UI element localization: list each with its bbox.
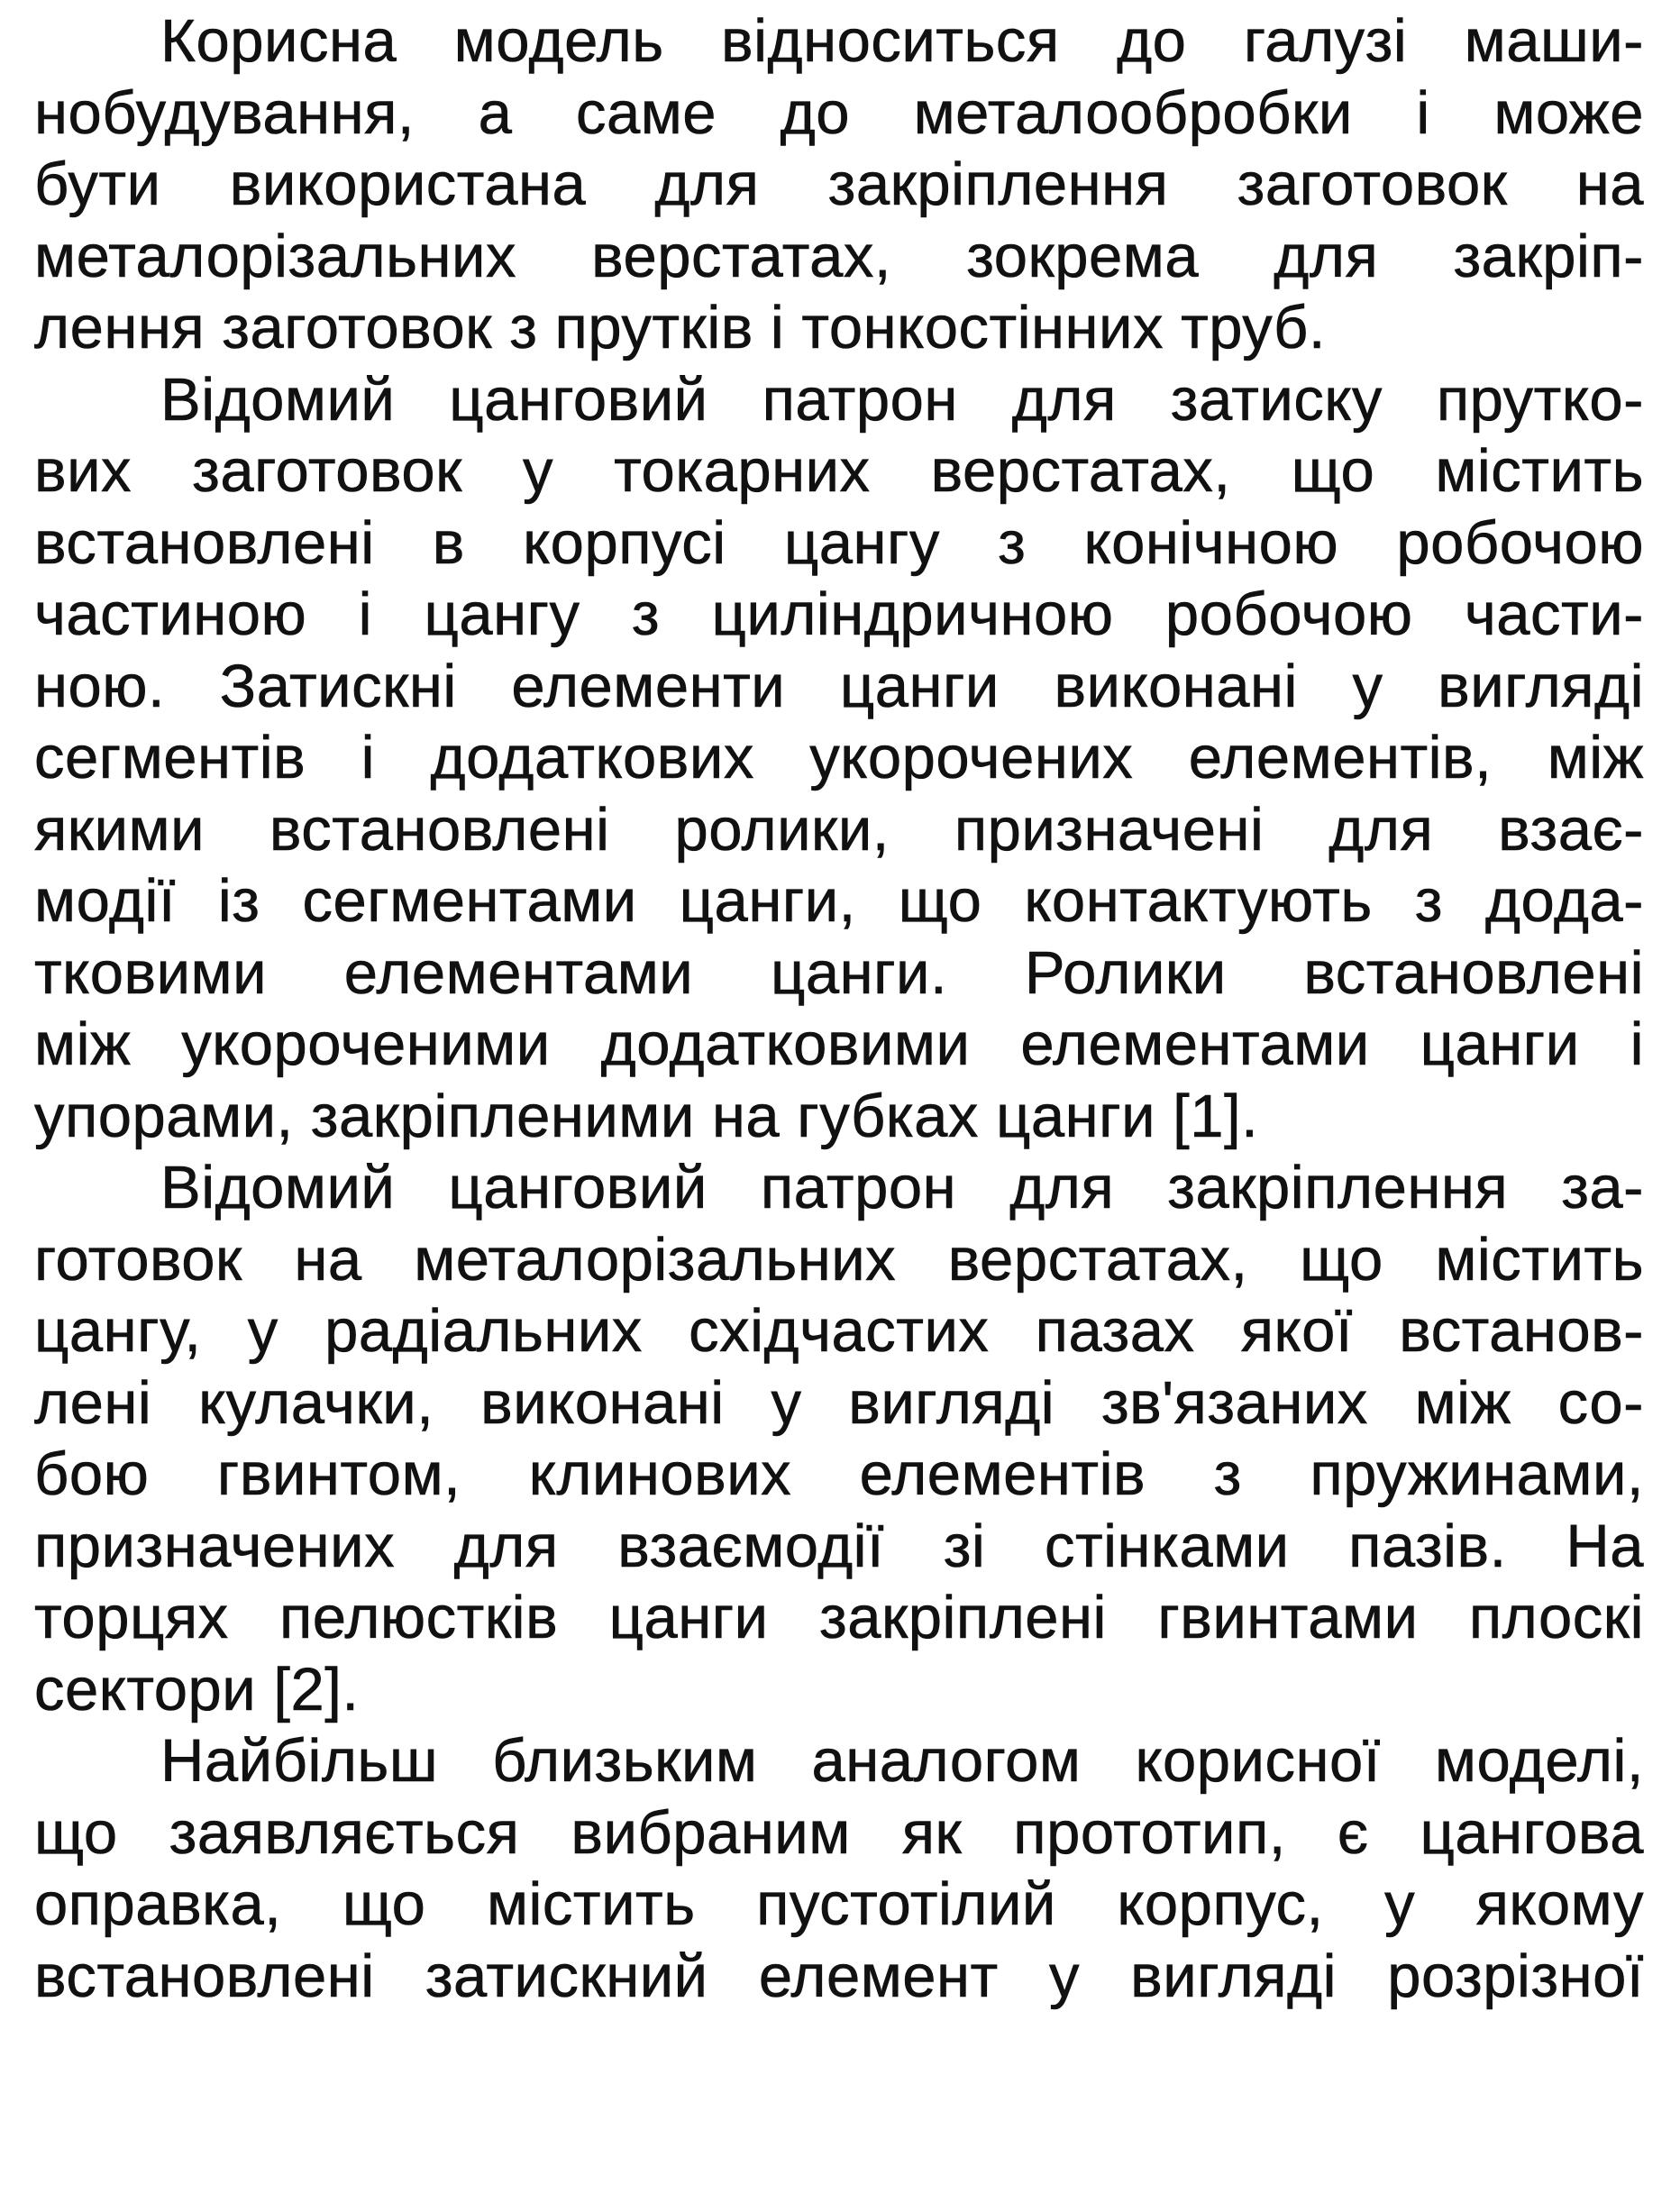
text-line: Відомий цанговий патрон для затиску прутко- bbox=[160, 365, 1644, 434]
text-line: металорізальних верстатах, зокрема для закріп- bbox=[34, 222, 1644, 290]
text-line: готовок на металорізальних верстатах, що містить bbox=[34, 1225, 1644, 1294]
text-line: бою гвинтом, клинових елементів з пружинами, bbox=[34, 1440, 1644, 1508]
text-line: що заявляється вибраним як прототип, є цангова bbox=[34, 1798, 1644, 1867]
text-line: упорами, закріпленими на губках цанги [1]. bbox=[34, 1082, 1259, 1150]
text-line: ною. Затискні елементи цанги виконані у вигляді bbox=[34, 652, 1644, 720]
text-line: тковими елементами цанги. Ролики встановлені bbox=[34, 938, 1644, 1007]
paragraph-4 bbox=[34, 1725, 1644, 2012]
text-line: нобудування, а саме до металообробки і може bbox=[34, 78, 1644, 147]
text-line: модії із сегментами цанги, що контактують з дода- bbox=[34, 867, 1644, 935]
paragraph-2 bbox=[34, 364, 1644, 1153]
text-line: сегментів і додаткових укорочених елементів, між bbox=[34, 724, 1644, 791]
text-line: Відомий цанговий патрон для закріплення за- bbox=[160, 1154, 1644, 1221]
text-line: якими встановлені ролики, призначені для взає- bbox=[34, 795, 1644, 864]
paragraph-3 bbox=[34, 1152, 1644, 1725]
text-line: сектори [2]. bbox=[34, 1655, 360, 1723]
text-line: встановлені затискний елемент у вигляді розрізної bbox=[34, 1942, 1644, 2010]
text-line: лення заготовок з прутків і тонкостінних труб. bbox=[34, 294, 1327, 361]
text-line: вих заготовок у токарних верстатах, що містить bbox=[34, 437, 1644, 505]
text-line: призначених для взаємодії зі стінками пазів. На bbox=[34, 1512, 1644, 1580]
document-page bbox=[34, 5, 1644, 2012]
paragraph-1 bbox=[34, 5, 1644, 364]
text-line: оправка, що містить пустотілий корпус, у якому bbox=[34, 1870, 1644, 1938]
text-line: лені кулачки, виконані у вигляді зв'язаних між со- bbox=[34, 1368, 1644, 1437]
text-line: встановлені в корпусі цангу з конічною робочою bbox=[34, 508, 1644, 577]
text-line: Корисна модель відноситься до галузі маши- bbox=[160, 7, 1644, 75]
text-line: цангу, у радіальних східчастих пазах якої встанов- bbox=[34, 1297, 1644, 1365]
text-line: торцях пелюстків цанги закріплені гвинтами плоскі bbox=[34, 1584, 1644, 1651]
text-line: частиною і цангу з циліндричною робочою части- bbox=[34, 581, 1644, 648]
text-line: між укороченими додатковими елементами цанги і bbox=[34, 1010, 1644, 1078]
text-line: бути використана для закріплення заготовок на bbox=[34, 151, 1644, 218]
text-line: Найбільш близьким аналогом корисної моделі, bbox=[160, 1727, 1644, 1795]
